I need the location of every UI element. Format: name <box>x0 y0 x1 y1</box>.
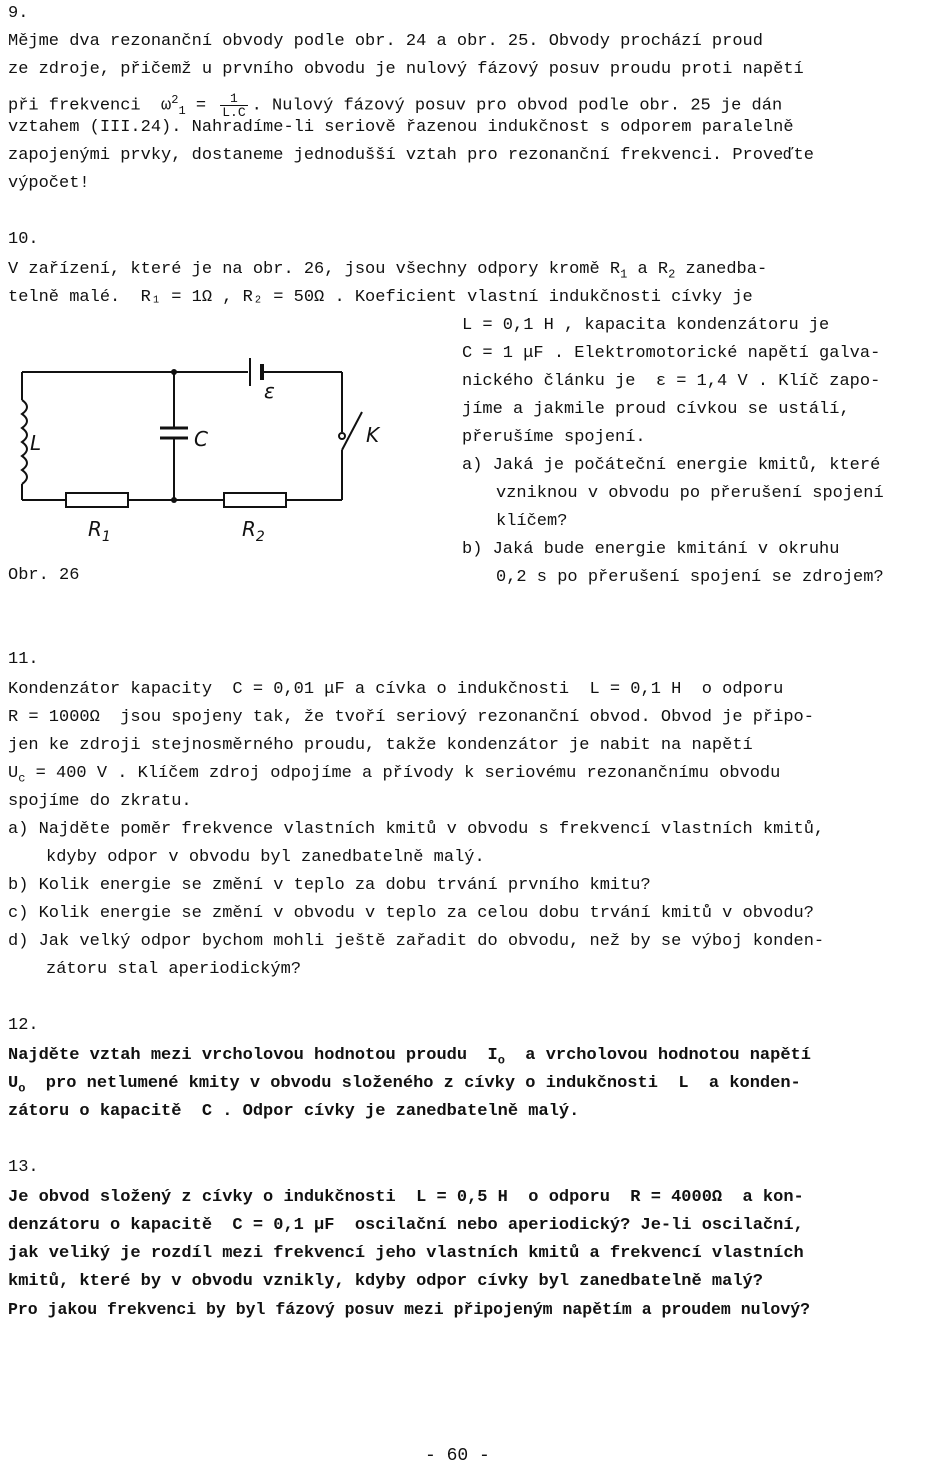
text: = <box>185 96 217 116</box>
problem-10-line: nického článku je ε = 1,4 V . Klíč zapo- <box>462 372 881 391</box>
subscript: 1 <box>620 267 628 282</box>
problem-10-line: L = 0,1 H , kapacita kondenzátoru je <box>462 316 830 335</box>
page-number: - 60 - <box>425 1446 490 1466</box>
problem-11-number: 11. <box>8 650 39 669</box>
text: = 400 V . Klíčem zdroj odpojíme a přívody k seriovému rezonančnímu obvodu <box>25 764 781 783</box>
problem-11-line: R = 1000Ω jsou spojeny tak, že tvoří seriový rezonanční obvod. Obvod je připo- <box>8 708 814 727</box>
problem-9-line: Mějme dva rezonanční obvody podle obr. 24 a obr. 25. Obvody prochází proud <box>8 32 763 51</box>
problem-13-line: Pro jakou frekvenci by byl fázový posuv mezi připojeným napětím a proudem nulový? <box>8 1300 811 1319</box>
problem-9-line: ze zdroje, přičemž u prvního obvodu je nulový fázový posuv proudu proti napětí <box>8 60 804 79</box>
subscript: 2 <box>668 267 676 282</box>
problem-13-line: kmitů, které by v obvodu vznikly, kdyby odpor cívky byl zanedbatelně malý? <box>8 1272 763 1291</box>
resistor-r1 <box>66 493 128 507</box>
problem-11-line: jen ke zdroji stejnosměrného proudu, takže kondenzátor je nabit na napětí <box>8 736 753 755</box>
problem-10-question-a: a) Jaká je počáteční energie kmitů, které <box>462 456 881 475</box>
subscript: o <box>18 1081 26 1096</box>
label-capacitor: C <box>194 427 208 451</box>
text: pro netlumené kmity v obvodu složeného z cívky o indukčnosti L a konden- <box>25 1074 801 1093</box>
problem-10-line: jíme a jakmile proud cívkou se ustálí, <box>462 400 850 419</box>
problem-13-line: denzátoru o kapacitě C = 0,1 μF oscilační nebo aperiodický? Je-li oscilační, <box>8 1216 804 1235</box>
superscript: 2 <box>171 93 179 107</box>
problem-11-line: Kondenzátor kapacity C = 0,01 μF a cívka o indukčnosti L = 0,1 H o odporu <box>8 680 784 699</box>
problem-11-question-b: b) Kolik energie se změní v teplo za dobu trvání prvního kmitu? <box>8 876 651 895</box>
circuit-diagram <box>10 350 380 550</box>
inductor-coil <box>22 400 27 484</box>
problem-10-number: 10. <box>8 230 39 249</box>
problem-11-question-a: a) Najděte poměr frekvence vlastních kmitů v obvodu s frekvencí vlastních kmitů, <box>8 820 825 839</box>
problem-11-question-d: d) Jak velký odpor bychom mohli ještě zařadit do obvodu, než by se výboj konden- <box>8 932 825 951</box>
problem-9-number: 9. <box>8 4 29 23</box>
junction-dot <box>171 497 177 503</box>
text: při frekvenci ω <box>8 96 172 116</box>
problem-11-line: spojíme do zkratu. <box>8 792 192 811</box>
label-r2-letter: R <box>242 517 256 541</box>
figure-caption: Obr. 26 <box>8 566 80 585</box>
resistor-r2 <box>224 493 286 507</box>
text: V zařízení, které je na obr. 26, jsou všechny odpory kromě R <box>8 260 621 279</box>
problem-9-line-formula <box>8 86 783 120</box>
label-emf: ε <box>264 379 275 403</box>
problem-12-line: zátoru o kapacitě C . Odpor cívky je zanedbatelně malý. <box>8 1102 580 1121</box>
problem-9-line: vztahem (III.24). Nahradíme-li seriově řazenou indukčnost s odporem paralelně <box>8 118 794 137</box>
label-inductor: L <box>30 431 42 455</box>
text: . Nulový fázový posuv pro obvod podle obr. 25 je dán <box>251 96 783 116</box>
text: U <box>8 1074 19 1093</box>
problem-10-question-a: vzniknou v obvodu po přerušení spojení <box>496 484 884 503</box>
subscript: o <box>497 1053 505 1068</box>
problem-10-question-b: 0,2 s po přerušení spojení se zdrojem? <box>496 568 884 587</box>
problem-10-line <box>8 256 767 284</box>
problem-12-line <box>8 1042 811 1070</box>
subscript: 1 <box>178 104 186 119</box>
switch-blade <box>342 412 362 450</box>
problem-11-question-a: kdyby odpor v obvodu byl zanedbatelně malý. <box>46 848 485 867</box>
text: U <box>8 764 19 783</box>
subscript: c <box>18 771 26 786</box>
label-r2-sub: 2 <box>255 529 265 545</box>
problem-10-question-a: klíčem? <box>496 512 568 531</box>
label-r1 <box>88 517 111 545</box>
problem-13-number: 13. <box>8 1158 39 1177</box>
numerator: 1 <box>220 92 247 106</box>
text: a vrcholovou hodnotou napětí <box>504 1046 811 1065</box>
label-r1-letter: R <box>88 517 102 541</box>
text: a R <box>627 260 669 279</box>
problem-9-line: zapojenými prvky, dostaneme jednodušší vztah pro rezonanční frekvenci. Proveďte <box>8 146 814 165</box>
problem-11-question-c: c) Kolik energie se změní v obvodu v teplo za celou dobu trvání kmitů v obvodu? <box>8 904 814 923</box>
text: zanedba- <box>675 260 768 279</box>
problem-12-line <box>8 1070 801 1098</box>
problem-13-line: Je obvod složený z cívky o indukčnosti L = 0,5 H o odporu R = 4000Ω a kon- <box>8 1188 804 1207</box>
text: Najděte vztah mezi vrcholovou hodnotou proudu I <box>8 1046 498 1065</box>
junction-dot <box>171 369 177 375</box>
problem-11-question-d: zátoru stal aperiodickým? <box>46 960 302 979</box>
problem-10-line: telně malé. R₁ = 1Ω , R₂ = 50Ω . Koeficient vlastní indukčnosti cívky je <box>8 288 753 307</box>
problem-10-line: C = 1 μF . Elektromotorické napětí galva- <box>462 344 881 363</box>
problem-10-line: přerušíme spojení. <box>462 428 646 447</box>
problem-12-number: 12. <box>8 1016 39 1035</box>
switch-contact <box>339 433 345 439</box>
label-r2 <box>242 517 265 545</box>
label-switch: K <box>366 423 380 447</box>
problem-11-line <box>8 760 780 788</box>
problem-10-question-b: b) Jaká bude energie kmitání v okruhu <box>462 540 840 559</box>
problem-13-line: jak veliký je rozdíl mezi frekvencí jeho vlastních kmitů a frekvencí vlastních <box>8 1244 804 1263</box>
label-r1-sub: 1 <box>101 529 111 545</box>
problem-9-line: výpočet! <box>8 174 90 193</box>
denominator: L.C <box>222 104 246 120</box>
